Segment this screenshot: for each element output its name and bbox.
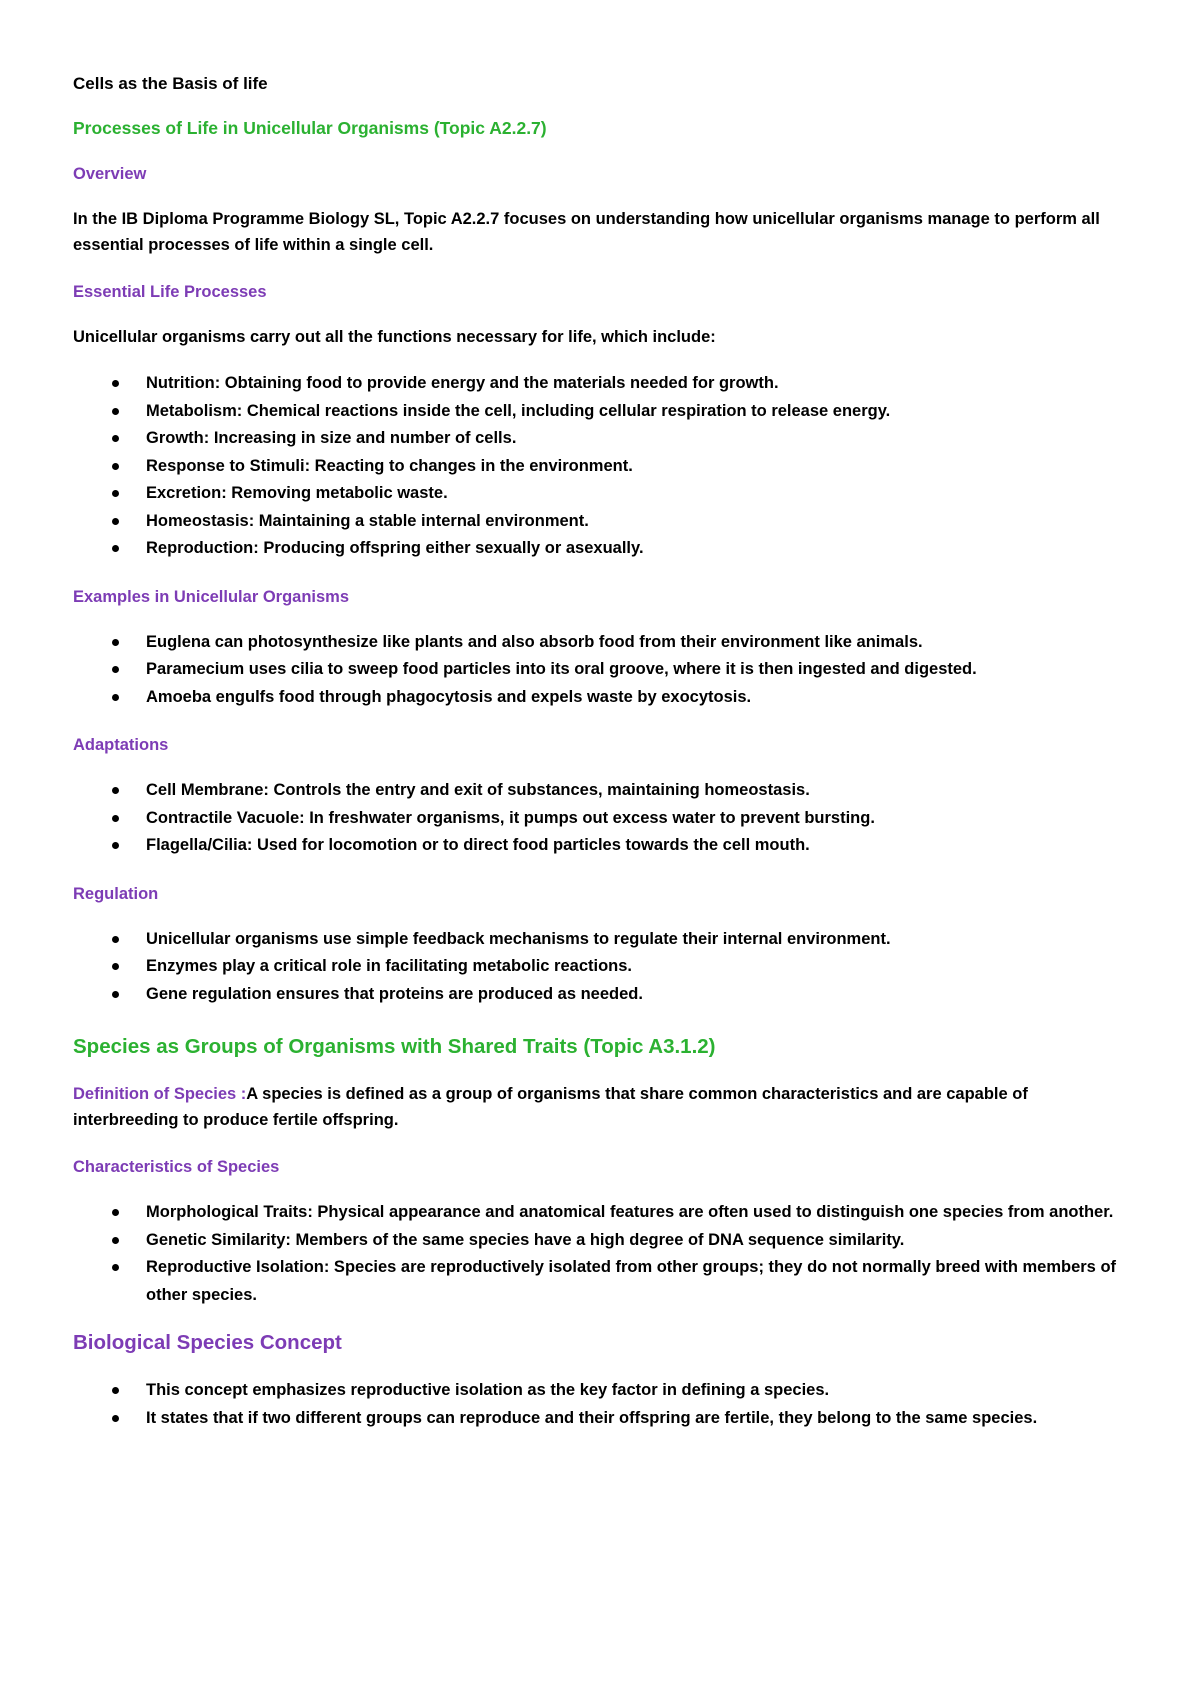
bullet-icon <box>112 963 119 970</box>
list-item-text: Homeostasis: Maintaining a stable internal environment. <box>146 511 589 530</box>
list-item <box>73 684 1120 712</box>
bullet-icon <box>112 408 119 415</box>
bullet-icon <box>112 1387 119 1394</box>
bullet-icon <box>112 380 119 387</box>
bullet-icon <box>112 435 119 442</box>
bullet-icon <box>112 545 119 552</box>
list-item-text: Paramecium uses cilia to sweep food particles into its oral groove, where it is then ingested and digested. <box>146 660 977 678</box>
list-item <box>73 656 1120 684</box>
list-item-text: Metabolism: Chemical reactions inside the cell, including cellular respiration to release energy. <box>146 401 891 420</box>
regulation-list <box>73 926 1120 1009</box>
list-item <box>73 535 1120 563</box>
list-item-text: Enzymes play a critical role in facilitating metabolic reactions. <box>146 957 633 975</box>
definition-label: Definition of Species : <box>73 1085 247 1103</box>
list-item <box>73 981 1120 1009</box>
bullet-icon <box>112 490 119 497</box>
examples-list <box>73 629 1120 712</box>
definition-paragraph <box>73 1081 1120 1133</box>
bullet-icon <box>112 936 119 943</box>
subheading-examples: Examples in Unicellular Organisms <box>73 587 350 606</box>
list-item-text: Flagella/Cilia: Used for locomotion or to direct food particles towards the cell mouth. <box>146 836 810 854</box>
bullet-icon <box>112 463 119 470</box>
definition-text: A species is defined as a group of organisms that share common characteristics and are capable of interbreeding to produce fertile offspring. <box>73 1085 1028 1129</box>
list-item-text: Nutrition: Obtaining food to provide energy and the materials needed for growth. <box>146 374 779 392</box>
list-item-text: Gene regulation ensures that proteins are produced as needed. <box>146 984 643 1003</box>
list-item-text: Genetic Similarity: Members of the same species have a high degree of DNA sequence similarity. <box>146 1230 905 1249</box>
characteristics-list <box>73 1199 1120 1309</box>
list-item-text: This concept emphasizes reproductive isolation as the key factor in defining a species. <box>146 1381 830 1399</box>
list-item-text: Amoeba engulfs food through phagocytosis and expels waste by exocytosis. <box>146 687 752 706</box>
list-item-text: It states that if two different groups can reproduce and their offspring are fertile, they belong to the same species. <box>146 1408 1038 1427</box>
list-item <box>73 370 1120 398</box>
bullet-icon <box>112 639 119 646</box>
list-item <box>73 1227 1120 1255</box>
list-item-text: Response to Stimuli: Reacting to changes in the environment. <box>146 456 633 475</box>
section-heading-species-groups: Species as Groups of Organisms with Shared Traits (Topic A3.1.2) <box>73 1035 716 1058</box>
list-item-text: Unicellular organisms use simple feedback mechanisms to regulate their internal environment. <box>146 929 891 948</box>
bullet-icon <box>112 694 119 701</box>
species-concept-list <box>73 1377 1120 1432</box>
list-item <box>73 805 1120 833</box>
overview-paragraph: In the IB Diploma Programme Biology SL, Topic A2.2.7 focuses on understanding how unicellular organisms manage to perform all essential processes of life within a single cell. <box>73 210 1100 254</box>
essential-intro-paragraph: Unicellular organisms carry out all the functions necessary for life, which include: <box>73 328 716 346</box>
bullet-icon <box>112 787 119 794</box>
list-item <box>73 832 1120 860</box>
subheading-characteristics: Characteristics of Species <box>73 1158 280 1176</box>
list-item <box>73 1254 1120 1309</box>
bullet-icon <box>112 666 119 673</box>
list-item-text: Excretion: Removing metabolic waste. <box>146 484 448 502</box>
bullet-icon <box>112 1209 119 1216</box>
list-item-text: Growth: Increasing in size and number of cells. <box>146 429 517 447</box>
adaptations-list <box>73 777 1120 860</box>
essential-processes-list <box>73 370 1120 563</box>
list-item <box>73 926 1120 954</box>
list-item <box>73 480 1120 508</box>
list-item <box>73 1377 1120 1405</box>
list-item <box>73 425 1120 453</box>
bullet-icon <box>112 1264 119 1271</box>
subheading-overview: Overview <box>73 165 147 183</box>
list-item-text: Contractile Vacuole: In freshwater organisms, it pumps out excess water to prevent bursting. <box>146 808 875 827</box>
section-heading-processes-of-life: Processes of Life in Unicellular Organisms (Topic A2.2.7) <box>73 118 547 138</box>
list-item <box>73 398 1120 426</box>
list-item <box>73 1199 1120 1227</box>
bullet-icon <box>112 842 119 849</box>
list-item <box>73 508 1120 536</box>
bullet-icon <box>112 1415 119 1422</box>
list-item <box>73 629 1120 657</box>
list-item-text: Reproduction: Producing offspring either sexually or asexually. <box>146 539 644 557</box>
list-item <box>73 453 1120 481</box>
subheading-adaptations: Adaptations <box>73 736 169 754</box>
document-title: Cells as the Basis of life <box>73 74 268 93</box>
subheading-essential-life-processes: Essential Life Processes <box>73 283 267 301</box>
list-item-text: Cell Membrane: Controls the entry and exit of substances, maintaining homeostasis. <box>146 781 810 799</box>
section-heading-biological-species-concept: Biological Species Concept <box>73 1331 342 1354</box>
list-item-text: Reproductive Isolation: Species are reproductively isolated from other groups; they do not normally breed with members of other species. <box>146 1258 1117 1304</box>
list-item-text: Euglena can photosynthesize like plants and also absorb food from their environment like animals. <box>146 632 923 651</box>
bullet-icon <box>112 518 119 525</box>
bullet-icon <box>112 1237 119 1244</box>
list-item-text: Morphological Traits: Physical appearance and anatomical features are often used to distinguish one species from another. <box>146 1203 1114 1221</box>
bullet-icon <box>112 815 119 822</box>
subheading-regulation: Regulation <box>73 884 159 903</box>
list-item <box>73 777 1120 805</box>
list-item <box>73 953 1120 981</box>
list-item <box>73 1405 1120 1433</box>
bullet-icon <box>112 991 119 998</box>
